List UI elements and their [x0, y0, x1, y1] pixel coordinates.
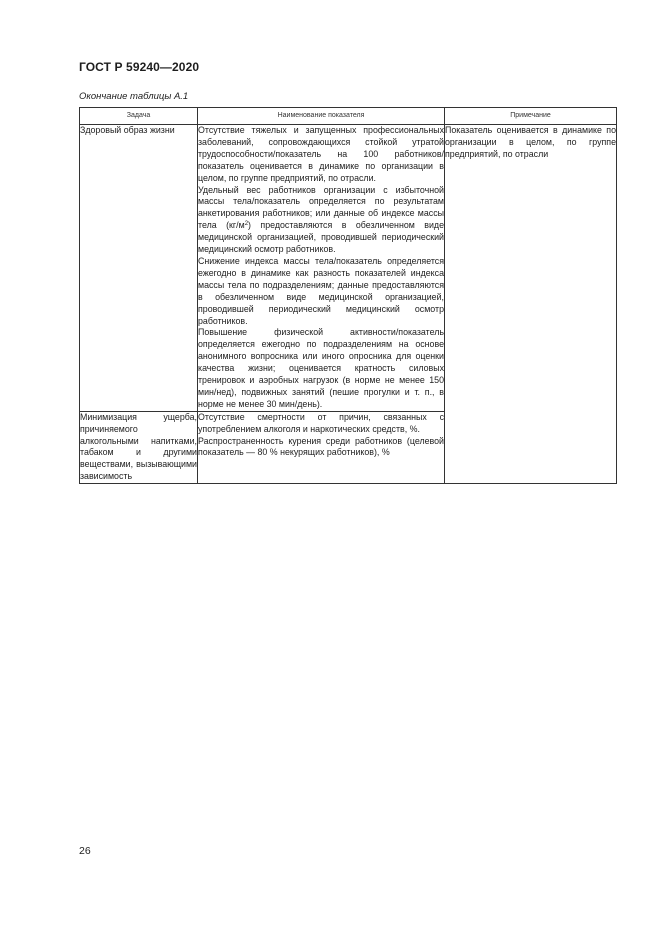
indicator-text: ) предоставляются в обезличенном виде медицинской организацией, проводившей периодический медицинский осмотр работников.	[198, 220, 444, 255]
indicator-paragraph: Отсутствие смертности от причин, связанных с употреблением алкоголя и наркотических средств, %.	[198, 411, 444, 434]
column-header-note: Примечание	[445, 108, 617, 125]
indicator-cell	[198, 125, 445, 412]
standard-designation: ГОСТ Р 59240—2020	[79, 60, 200, 74]
indicator-cell	[198, 411, 445, 483]
table-header-row	[80, 108, 617, 125]
task-cell	[80, 125, 198, 412]
table-caption: Окончание таблицы А.1	[79, 91, 189, 102]
note-text: Показатель оценивается в динамике по организации в целом, по группе предприятий, по отрасли	[445, 125, 616, 159]
indicator-paragraph: Снижение индекса массы тела/показатель определяется ежегодно в динамике как разность показателей индекса массы тела по подразделениям; данные предоставляются в обезличенном виде медицинской организацией, проводившей периодический медицинский осмотр работников.	[198, 255, 444, 326]
indicators-table	[79, 107, 617, 484]
task-cell	[80, 411, 198, 483]
superscript: 2	[244, 221, 249, 228]
note-cell	[445, 125, 617, 484]
indicator-text: Удельный вес работников организации с избыточной массы тела/показатель определяется по результатам анкетирования работников; или данные об индексе массы тела (кг/м	[198, 184, 444, 231]
indicator-paragraph: Отсутствие тяжелых и запущенных профессиональных заболеваний, сопровождающихся стойкой утратой трудоспособности/показатель на 100 работников/показатель оценивается в динамике по организации в целом, по группе предприятий, по отрасли.	[198, 125, 444, 183]
page-number: 26	[79, 845, 91, 857]
indicator-paragraph: Повышение физической активности/показатель определяется ежегодно по подразделениям на основе анонимного вопросника или иного опросника для оценки качества жизни; оценивается кратность силовых тренировок и аэробных нагрузок (в норме не менее 150 мин/нед), подвижных занятий (пешие прогулки и т. п., в норме не менее 30 мин/день).	[198, 327, 444, 409]
indicator-paragraph: Распространенность курения среди работников (целевой показатель — 80 % некурящих работников), %	[198, 435, 444, 458]
indicator-paragraph	[198, 185, 444, 256]
table-row	[80, 125, 617, 412]
column-header-indicator: Наименование показателя	[198, 108, 445, 125]
column-header-task: Задача	[80, 108, 198, 125]
task-text: Здоровый образ жизни	[80, 125, 175, 135]
task-text: Минимизация ущерба, причиняемого алкогольными напитками, табаком и другими веществами, вызывающими зависимость	[80, 411, 197, 482]
